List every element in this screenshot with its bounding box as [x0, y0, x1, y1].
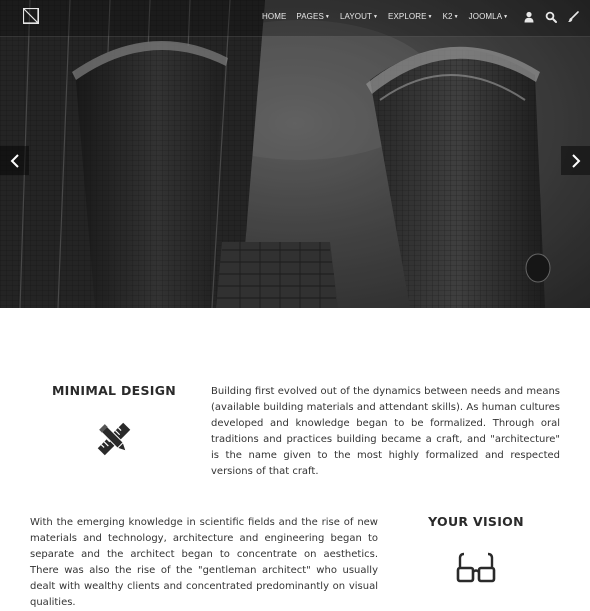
chevron-left-icon	[9, 154, 21, 168]
caret-down-icon: ▼	[427, 13, 433, 20]
menu-item-pages[interactable]	[296, 12, 330, 21]
nav-icon-group	[523, 11, 579, 23]
menu-item-home[interactable]	[262, 12, 286, 21]
menu-item-label: HOME	[262, 12, 287, 21]
menu-item-explore[interactable]	[388, 12, 433, 21]
menu-item-layout[interactable]	[340, 12, 378, 21]
caret-down-icon: ▼	[372, 13, 379, 20]
caret-down-icon: ▼	[503, 13, 509, 20]
menu-item-joomla[interactable]	[469, 12, 509, 21]
menu-item-label: LAYOUT	[339, 12, 372, 21]
glasses-icon	[456, 552, 496, 586]
brush-icon[interactable]	[567, 11, 579, 23]
caret-down-icon: ▼	[324, 13, 330, 20]
menu-item-label: EXPLORE	[388, 12, 427, 21]
your-vision-text: With the emerging knowledge in scientific fields and the rise of new materials and technology, architecture and engineering began to separate and the architect began to concentrate on aesthetics. There was also the rise of the "gentleman architect" who usually dealt with wealthy clients and concentrated predominantly on visual qualities.	[30, 517, 378, 608]
top-navbar	[0, 0, 590, 37]
caret-down-icon: ▼	[453, 13, 459, 20]
pencil-ruler-icon	[93, 418, 135, 460]
user-icon[interactable]	[523, 11, 535, 23]
main-menu	[262, 12, 508, 21]
menu-item-k2[interactable]	[443, 12, 459, 21]
search-icon[interactable]	[545, 11, 557, 23]
minimal-design-title: MINIMAL DESIGN	[51, 383, 177, 398]
menu-item-label: JOOMLA	[468, 12, 503, 21]
slider-prev-button[interactable]	[0, 146, 29, 175]
your-vision-title: YOUR VISION	[428, 514, 524, 529]
menu-item-label: K2	[442, 12, 453, 21]
site-logo[interactable]	[23, 8, 39, 24]
slider-next-button[interactable]	[561, 146, 590, 175]
minimal-design-text: Building first evolved out of the dynamics between needs and means (available building materials and attendant skills). As human cultures developed and knowledge began to be formalized. Through oral traditions and practices building became a craft, and "architecture" is the name given to the most highly formalized and respected versions of that craft.	[211, 386, 560, 477]
menu-item-label: PAGES	[296, 12, 324, 21]
chevron-right-icon	[570, 154, 582, 168]
